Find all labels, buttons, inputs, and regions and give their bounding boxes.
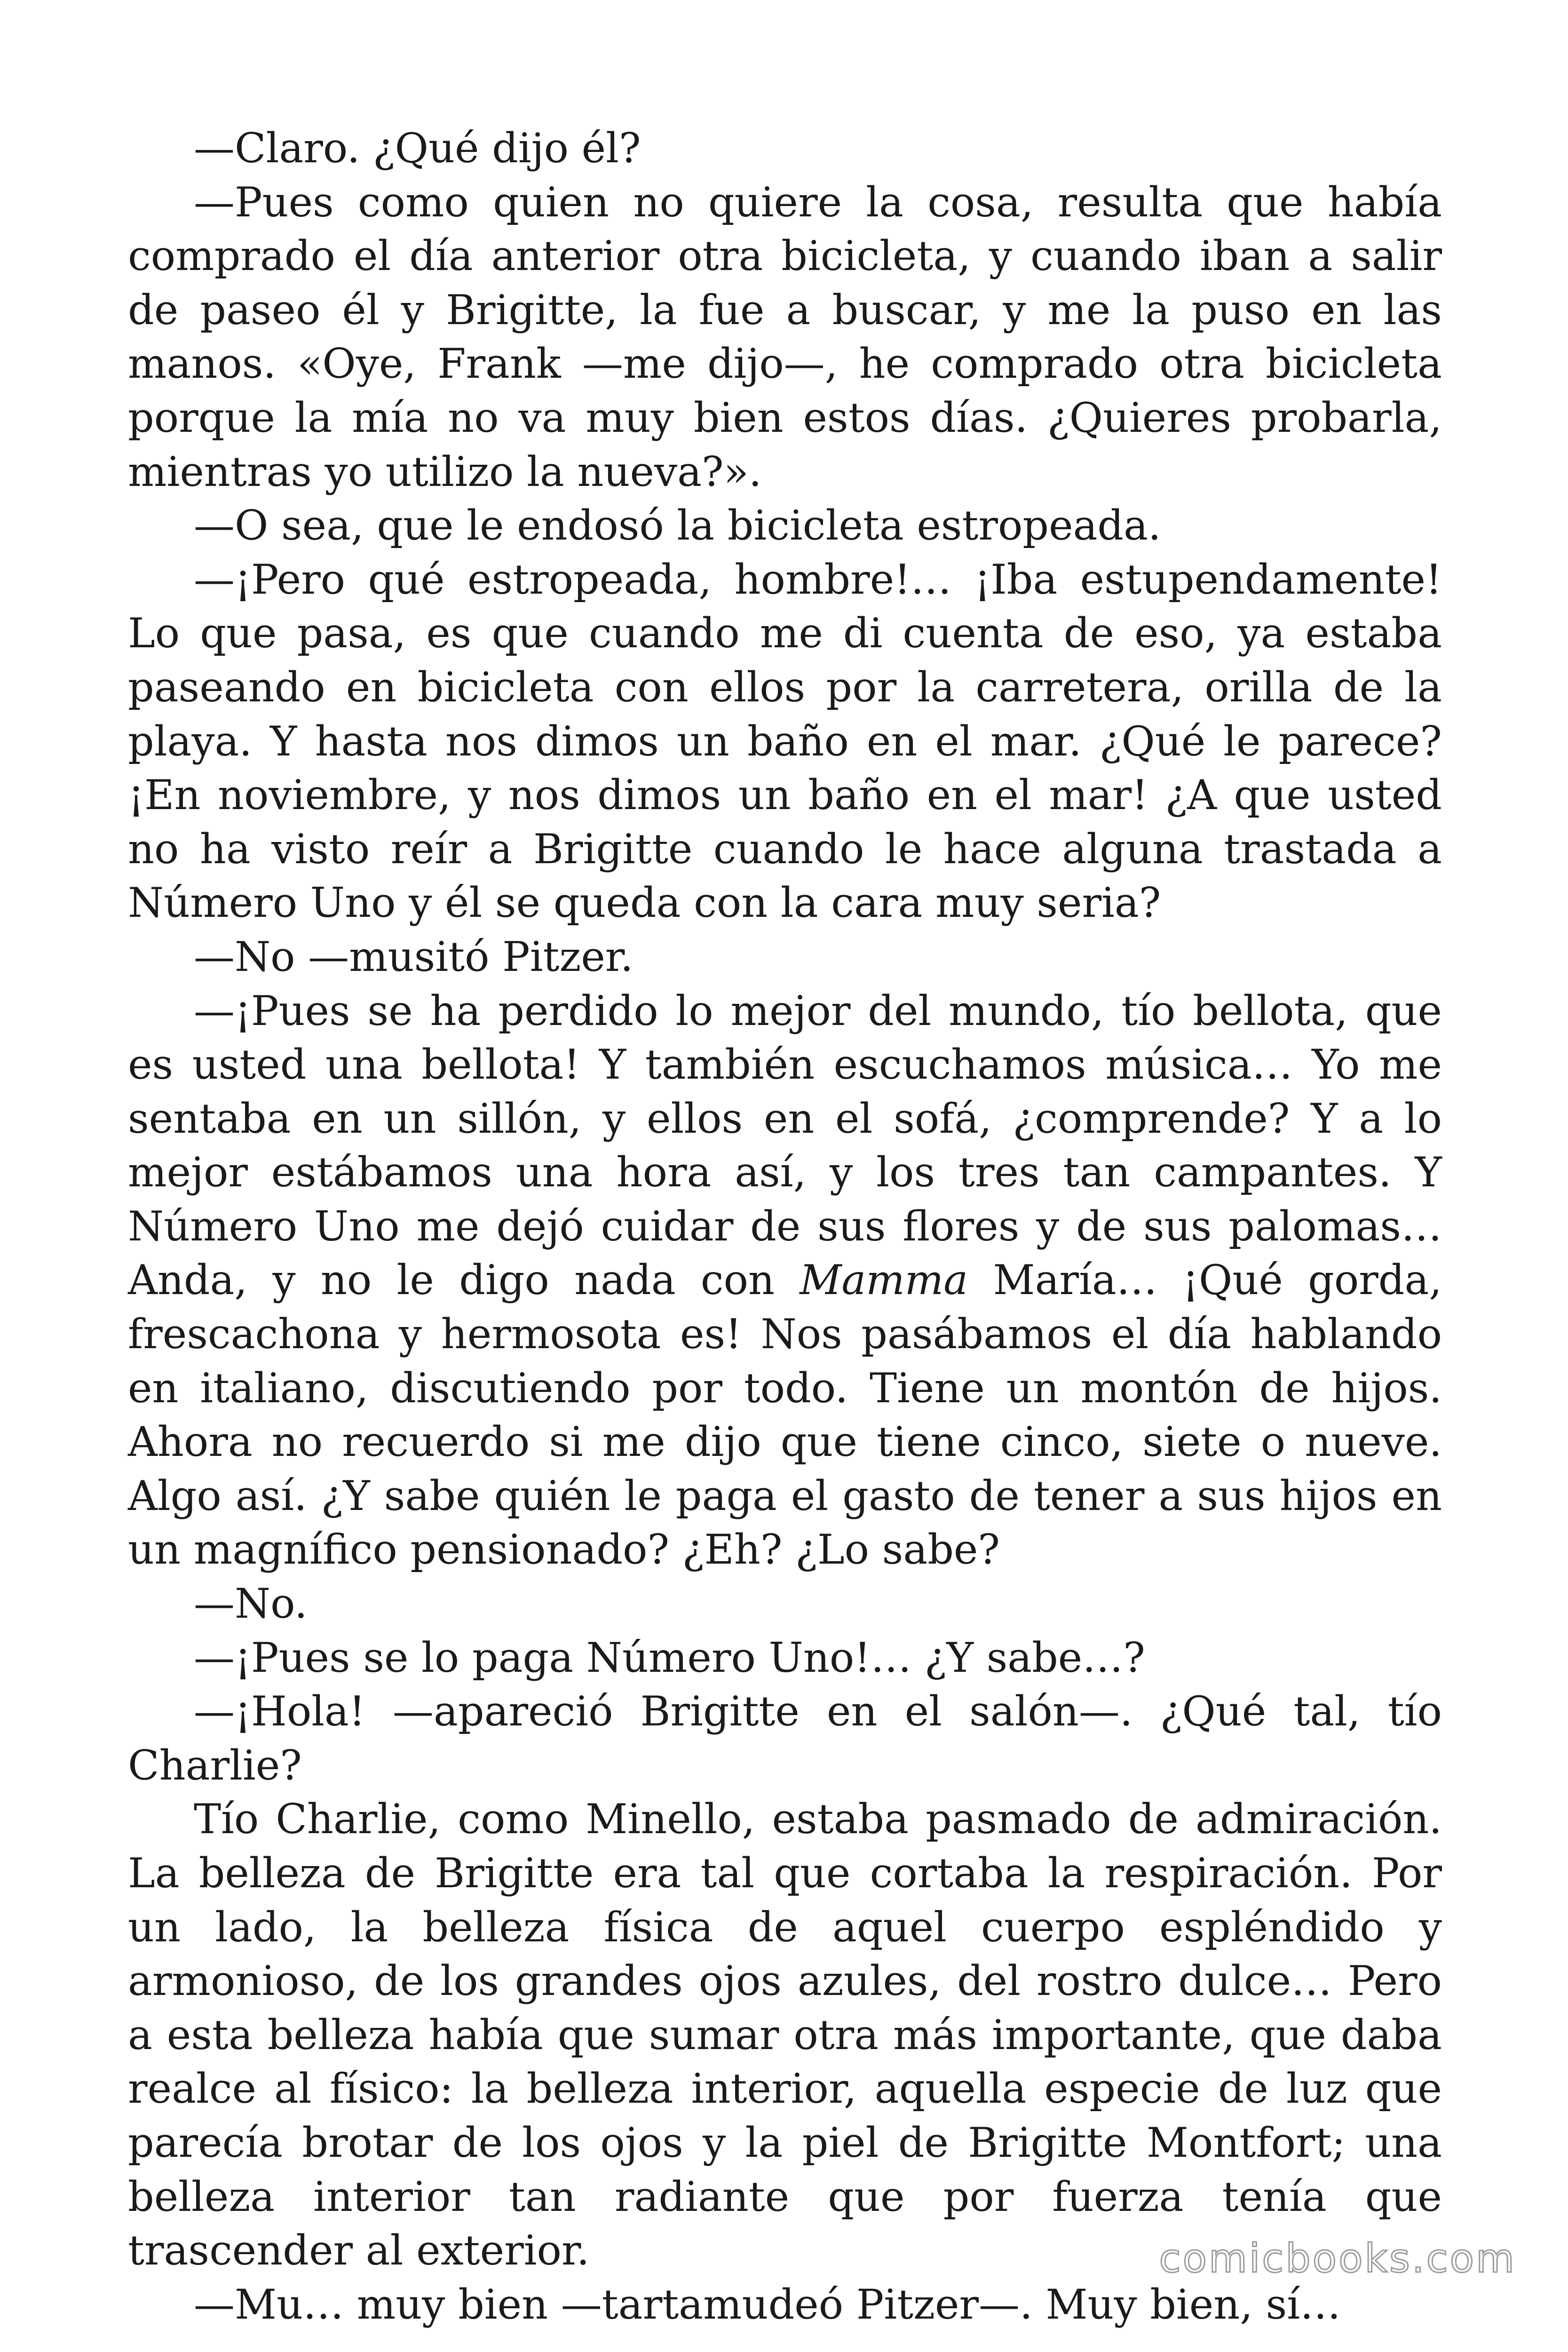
paragraph: —Mu… muy bien —tartamudeó Pitzer—. Muy bien, sí… (194, 2280, 1341, 2328)
italic-word: Mamma (800, 1256, 968, 1304)
book-page-body (128, 121, 1442, 2331)
paragraph: —Pues como quien no quiere la cosa, resulta que había comprado el día anterior otra bicicleta, y cuando iban a salir de paseo él y Brigitte, la fue a buscar, y me la puso en las manos. «Oye, Frank —me dijo—, he comprado otra bicicleta porque la mía no va muy bien estos días. ¿Quieres probarla, mientras yo utilizo la nueva?». (128, 178, 1442, 496)
paragraph-text: —¡Pues se ha perdido lo mejor del mundo, tío bellota, que es usted una bellota! Y también escuchamos música… Yo me sentaba en un sillón, y ellos en el sofá, ¿comprende? Y a lo mejor estábamos una hora así, y los tres tan campantes. Y Número Uno me dejó cuidar de sus flores y de sus palomas… Anda, y no le digo nada con (128, 986, 1442, 1304)
paragraph: —No. (194, 1580, 308, 1628)
paragraph: —¡Hola! —apareció Brigitte en el salón—. ¿Qué tal, tío Charlie? (128, 1687, 1442, 1789)
paragraph: —¡Pero qué estropeada, hombre!… ¡Iba estupendamente! Lo que pasa, es que cuando me di cuenta de eso, ya estaba paseando en bicicleta con ellos por la carretera, orilla de la playa. Y hasta nos dimos un baño en el mar. ¿Qué le parece? ¡En noviembre, y nos dimos un baño en el mar! ¿A que usted no ha visto reír a Brigitte cuando le hace alguna trastada a Número Uno y él se queda con la cara muy seria? (128, 555, 1442, 927)
watermark-text: comicbooks.com (1159, 2235, 1516, 2281)
paragraph: —O sea, que le endosó la bicicleta estropeada. (194, 501, 1161, 550)
paragraph-text-continued: María… ¡Qué gorda, frescachona y hermosota es! Nos pasábamos el día hablando en italiano, discutiendo por todo. Tiene un montón de hijos. Ahora no recuerdo si me dijo que tiene cinco, siete o nueve. Algo así. ¿Y sabe quién le paga el gasto de tener a sus hijos en un magnífico pensionado? ¿Eh? ¿Lo sabe? (128, 1256, 1442, 1574)
paragraph (128, 984, 1442, 1577)
paragraph: —¡Pues se lo paga Número Uno!… ¿Y sabe…? (194, 1633, 1145, 1682)
paragraph: —Claro. ¿Qué dijo él? (194, 124, 641, 172)
paragraph: Tío Charlie, como Minello, estaba pasmado de admiración. La belleza de Brigitte era tal que cortaba la respiración. Por un lado, la belleza física de aquel cuerpo espléndido y armonioso, de los grandes ojos azules, del rostro dulce… Pero a esta belleza había que sumar otra más importante, que daba realce al físico: la belleza interior, aquella especie de luz que parecía brotar de los ojos y la piel de Brigitte Montfort; una belleza interior tan radiante que por fuerza tenía que trascender al exterior. (128, 1795, 1442, 2275)
paragraph: —No —musitó Pitzer. (194, 932, 634, 981)
